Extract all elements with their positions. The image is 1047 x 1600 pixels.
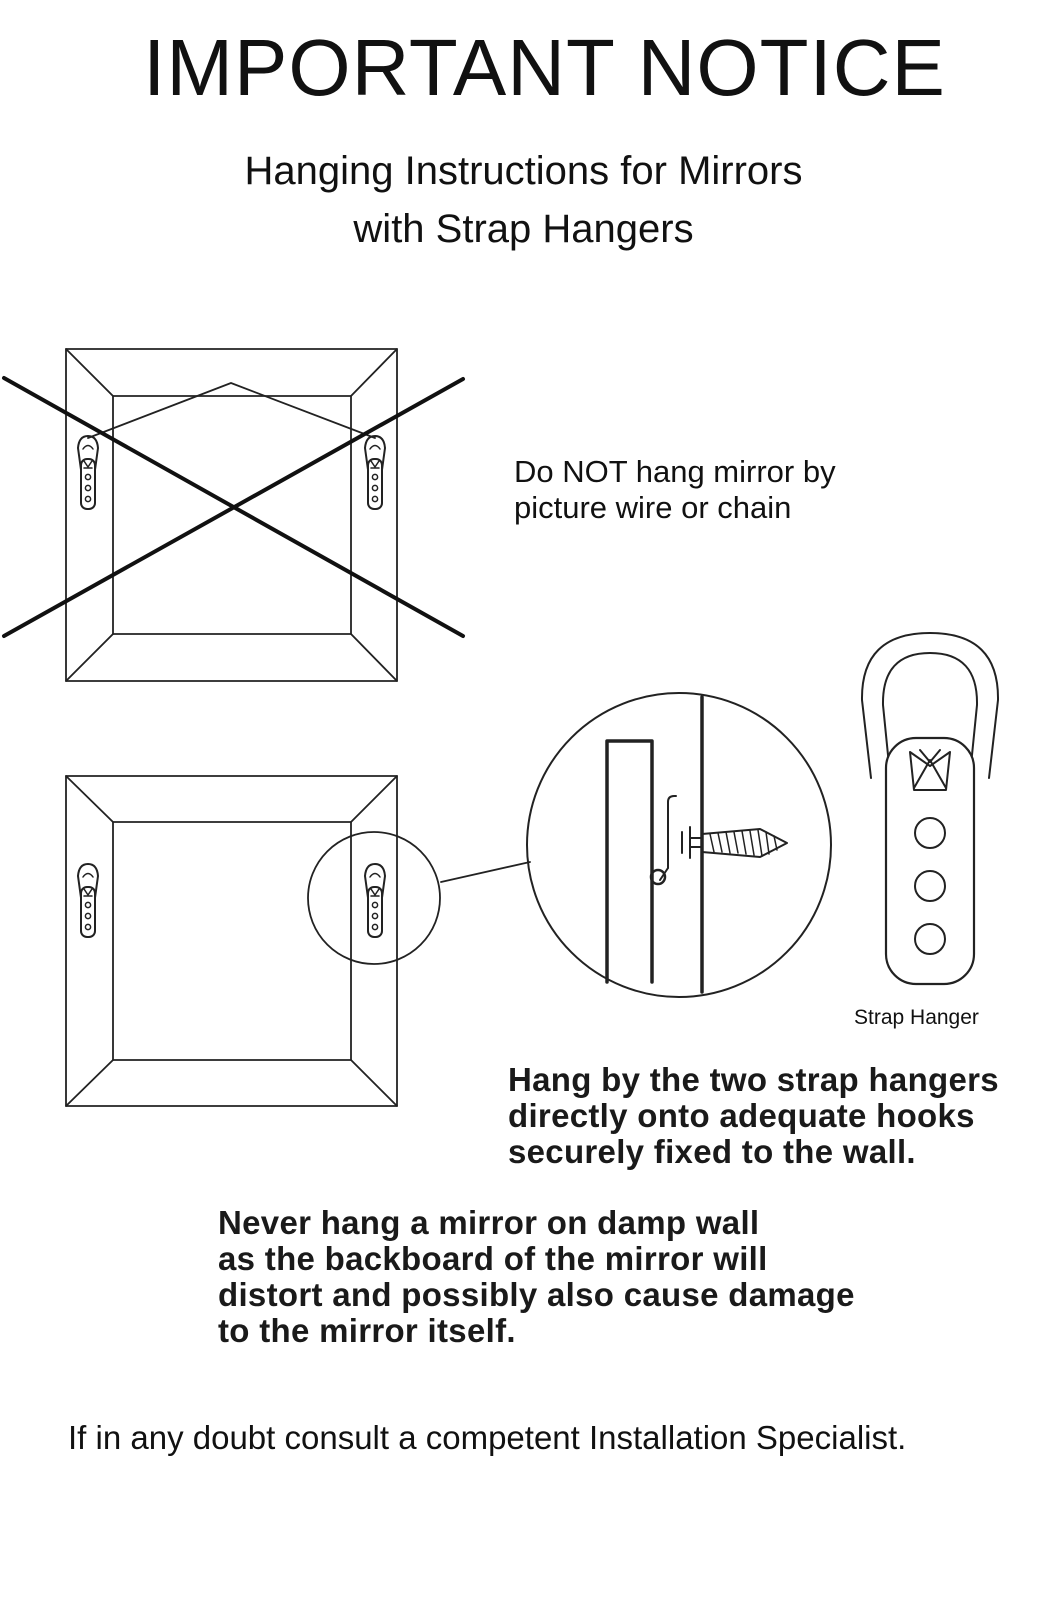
mirror-strap-diagram bbox=[66, 776, 397, 1106]
hang-instruction-line-1: Hang by the two strap hangers bbox=[508, 1061, 999, 1098]
mirror-wire-diagram bbox=[66, 349, 397, 681]
damp-warning-line-4: to the mirror itself. bbox=[218, 1312, 516, 1349]
cross-out-icon bbox=[4, 378, 463, 636]
detail-magnifier bbox=[308, 693, 831, 997]
subtitle-line-2: with Strap Hangers bbox=[353, 207, 694, 251]
strap-hanger-caption: Strap Hanger bbox=[854, 1006, 979, 1029]
hang-instruction-line-3: securely fixed to the wall. bbox=[508, 1133, 916, 1170]
consult-specialist-note: If in any doubt consult a competent Installation Specialist. bbox=[68, 1419, 907, 1456]
wire-warning-line-2: picture wire or chain bbox=[514, 490, 792, 525]
wire-warning-text bbox=[514, 454, 836, 526]
hang-instruction-line-2: directly onto adequate hooks bbox=[508, 1097, 975, 1134]
damp-wall-warning-text bbox=[218, 1205, 855, 1349]
damp-warning-line-2: as the backboard of the mirror will bbox=[218, 1240, 768, 1277]
hang-instruction-text bbox=[508, 1062, 999, 1170]
page-title: IMPORTANT NOTICE bbox=[143, 23, 946, 112]
subtitle-line-1: Hanging Instructions for Mirrors bbox=[244, 149, 803, 193]
damp-warning-line-1: Never hang a mirror on damp wall bbox=[218, 1204, 760, 1241]
strap-hanger-icon bbox=[862, 633, 998, 984]
wire-warning-line-1: Do NOT hang mirror by bbox=[514, 454, 836, 489]
damp-warning-line-3: distort and possibly also cause damage bbox=[218, 1276, 855, 1313]
